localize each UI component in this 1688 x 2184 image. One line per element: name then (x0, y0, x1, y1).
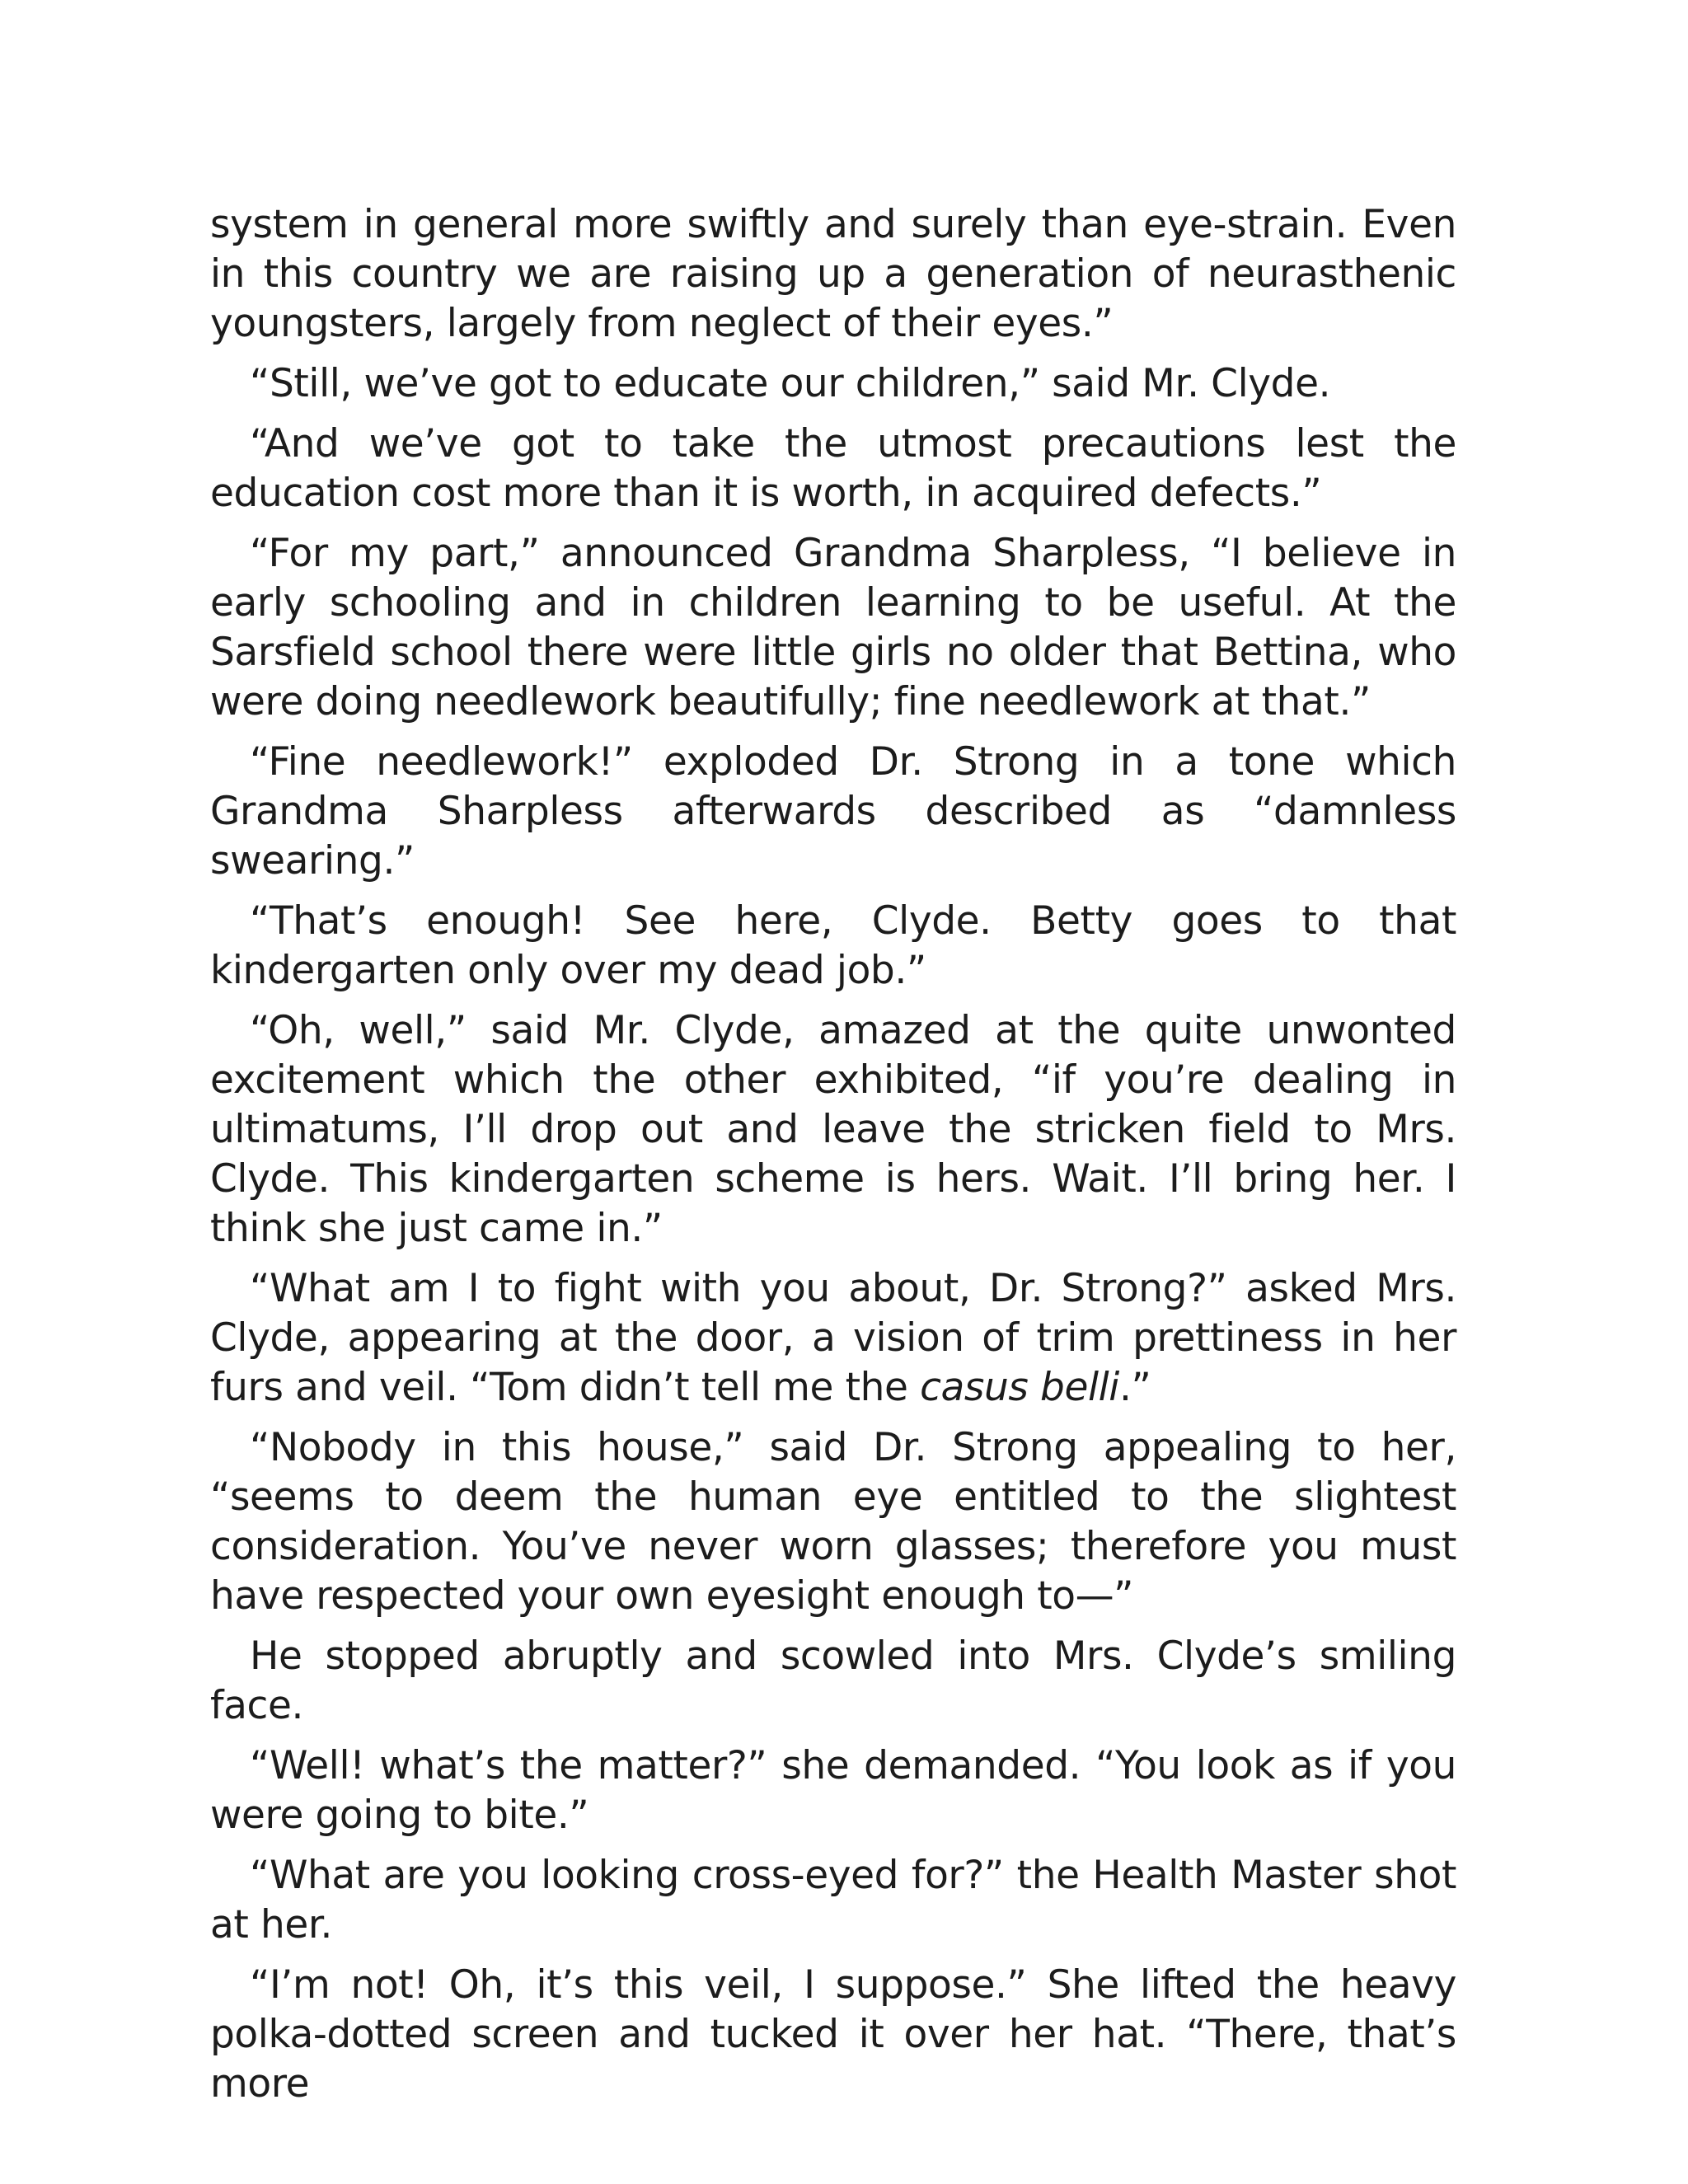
paragraph-oh-well: “Oh, well,” said Mr. Clyde, amazed at the quite unwonted excitement which the other exhibited, “if you’re dealing in ultimatums, I’ll drop out and leave the stricken field to Mrs. Clyde. This kindergarten scheme is hers. Wait. I’ll bring her. I think she just came in.” (210, 1008, 1456, 1251)
paragraph-whats-the-matter: “Well! what’s the matter?” she demanded. “You look as if you were going to bite.” (210, 1743, 1456, 1838)
italic-casus-belli: casus belli (920, 1365, 1119, 1410)
paragraph-fine-needlework: “Fine needlework!” exploded Dr. Strong in a tone which Grandma Sharpless afterwards described as “damnless swearing.” (210, 739, 1456, 883)
paragraph-he-stopped: He stopped abruptly and scowled into Mrs. Clyde’s smiling face. (210, 1633, 1456, 1728)
paragraph-what-am-i-text: “What am I to fight with you about, Dr. Strong?” asked Mrs. Clyde, appearing at the door, a vision of trim prettiness in her furs and veil. “Tom didn’t tell me the (210, 1266, 1456, 1410)
paragraph-grandma-sharpless: “For my part,” announced Grandma Sharpless, “I believe in early schooling and in children learning to be useful. At the Sarsfield school there were little girls no older that Bettina, who were doing needlework beautifully; fine needlework at that.” (210, 531, 1456, 724)
paragraph-nobody-in-this-house: “Nobody in this house,” said Dr. Strong appealing to her, “seems to deem the human eye entitled to the slightest consideration. You’ve never worn glasses; therefore you must have respected your own eyesight enough to—” (210, 1425, 1456, 1619)
book-page (210, 200, 1456, 2120)
paragraph-thats-enough: “That’s enough! See here, Clyde. Betty goes to that kindergarten only over my dead job.” (210, 898, 1456, 993)
paragraph-precautions: “And we’ve got to take the utmost precautions lest the education cost more than it is worth, in acquired defects.” (210, 421, 1456, 516)
paragraph-cross-eyed: “What are you looking cross-eyed for?” the Health Master shot at her. (210, 1853, 1456, 1947)
paragraph-im-not: “I’m not! Oh, it’s this veil, I suppose.” She lifted the heavy polka-dotted screen and tucked it over her hat. “There, that’s more (210, 1962, 1456, 2107)
paragraph-what-am-i (210, 1264, 1456, 1413)
paragraph-what-am-i-end: .” (1118, 1365, 1151, 1410)
paragraph-mr-clyde-educate: “Still, we’ve got to educate our children,” said Mr. Clyde. (250, 361, 1331, 406)
paragraph-continuation: system in general more swiftly and surely than eye-strain. Even in this country we are raising up a generation of neurasthenic youngsters, largely from neglect of their eyes.” (210, 202, 1456, 346)
